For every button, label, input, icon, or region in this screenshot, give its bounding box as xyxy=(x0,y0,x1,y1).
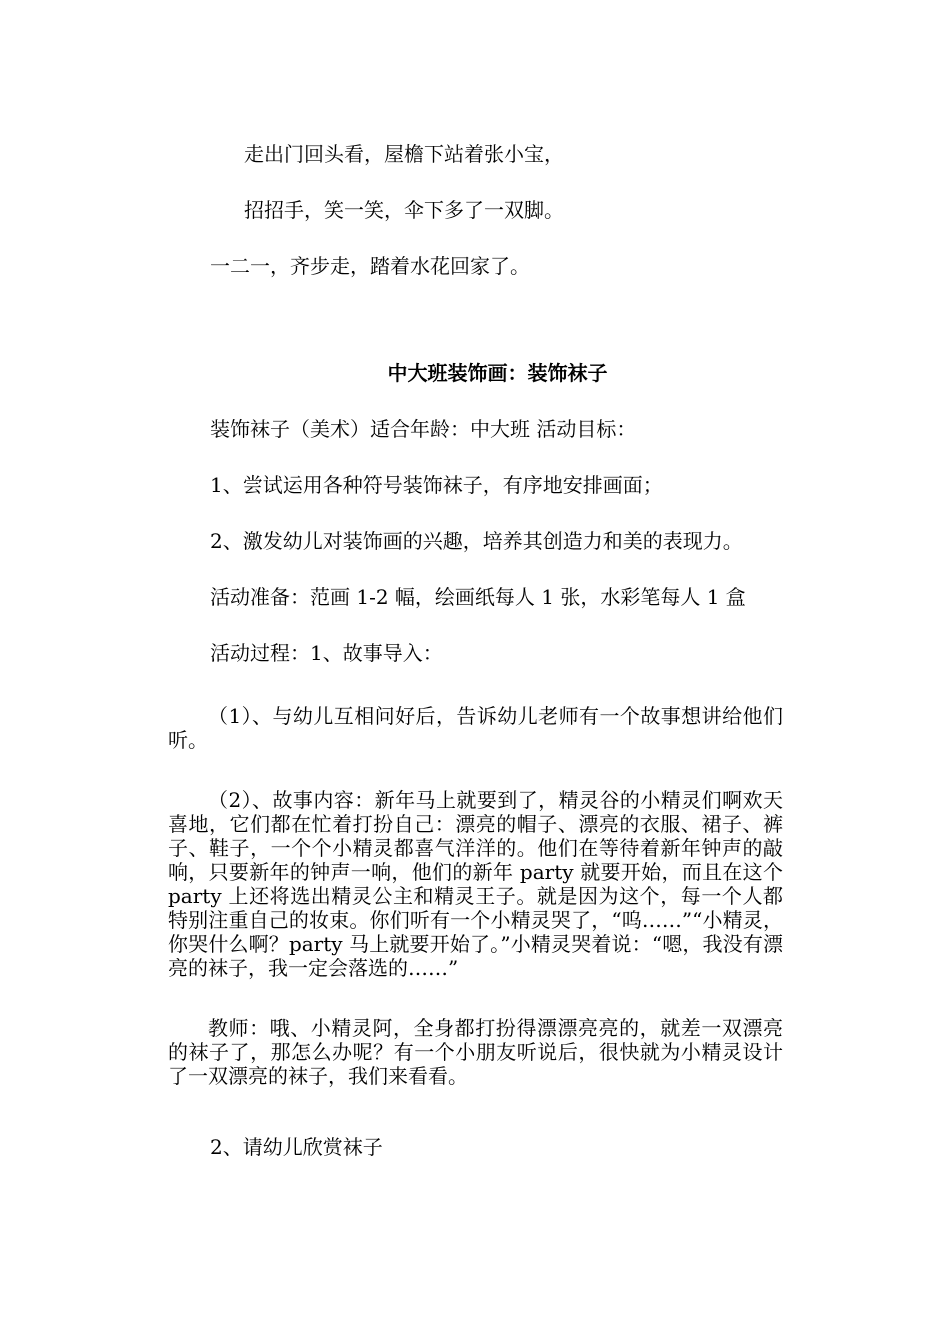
poem-line-2: 招招手，笑一笑，伞下多了一双脚。 xyxy=(244,198,564,222)
activity-goal-2: 2、激发幼儿对装饰画的兴趣，培养其创造力和美的表现力。 xyxy=(210,529,743,553)
teacher-dialogue: 教师：哦、小精灵阿，全身都打扮得漂漂亮亮的，就差一双漂亮的袜子了，那怎么办呢？有一个小朋友听说后，很快就为小精灵设计了一双漂亮的袜子，我们来看看。 xyxy=(168,1016,783,1088)
story-content: （2）、故事内容：新年马上就要到了，精灵谷的小精灵们啊欢天喜地，它们都在忙着打扮自己：漂亮的帽子、漂亮的衣服、裙子、裤子、鞋子，一个个小精灵都喜气洋洋的。他们在等待着新年钟声的敲响，只要新年的钟声一响，他们的新年 party 就要开始，而且在这个 party 上还将选出精灵公主和精灵王子。就是因为这个，每一个人都特别注重自己的妆束。你们听有一个小精灵哭了，“呜……”“小精灵，你哭什么啊？party 马上就要开始了。”小精灵哭着说：“嗯，我没有漂亮的袜子，我一定会落选的……” xyxy=(168,788,783,980)
lesson-intro: 装饰袜子（美术）适合年龄：中大班 活动目标： xyxy=(210,417,637,441)
activity-goal-1: 1、尝试运用各种符号装饰袜子，有序地安排画面； xyxy=(210,473,663,497)
activity-process: 活动过程：1、故事导入： xyxy=(210,641,443,665)
process-step-1: （1）、与幼儿互相问好后，告诉幼儿老师有一个故事想讲给他们听。 xyxy=(168,704,783,752)
lesson-title: 中大班装饰画：装饰袜子 xyxy=(387,361,608,385)
process-step-2: 2、请幼儿欣赏袜子 xyxy=(210,1135,383,1159)
activity-preparation: 活动准备：范画 1-2 幅，绘画纸每人 1 张，水彩笔每人 1 盒 xyxy=(210,585,746,609)
poem-line-1: 走出门回头看，屋檐下站着张小宝， xyxy=(244,142,564,166)
poem-line-3: 一二一，齐步走，踏着水花回家了。 xyxy=(210,254,530,278)
